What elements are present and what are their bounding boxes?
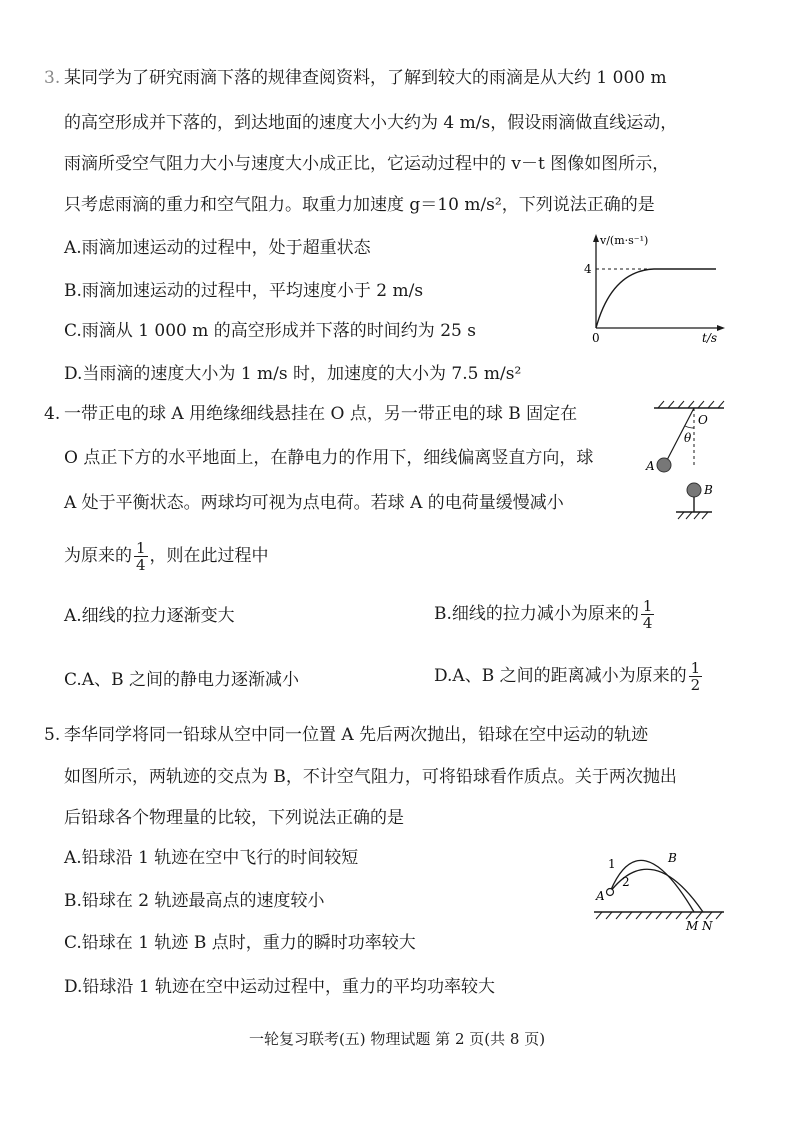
q5-label-n: N xyxy=(702,919,713,933)
q3-line-3: 雨滴所受空气阻力大小与速度大小成正比，它运动过程中的 v－t 图像如图所示， xyxy=(64,154,670,174)
q4-option-c: C.A、B 之间的静电力逐渐减小 xyxy=(64,670,299,690)
q5-label-m: M xyxy=(686,919,699,933)
q3-x-axis-label: t/s xyxy=(702,331,718,344)
q4-ball-b xyxy=(687,483,701,497)
q5-ground-hatch xyxy=(596,912,722,919)
q4-option-d-den: 2 xyxy=(690,676,701,694)
q4-label-o: O xyxy=(698,413,708,427)
q5-line-1: 李华同学将同一铅球从空中同一位置 A 先后两次抛出，铅球在空中运动的轨迹 xyxy=(64,725,649,745)
q4-option-b-fraction xyxy=(641,598,655,631)
q4-line-2: O 点正下方的水平地面上，在静电力的作用下，细线偏离竖直方向，球 xyxy=(64,448,594,468)
page-footer: 一轮复习联考(五) 物理试题 第 2 页(共 8 页) xyxy=(248,1030,546,1048)
q3-y-axis-label: v/(m·s⁻¹) xyxy=(600,234,649,247)
q5-option-b: B.铅球在 2 轨迹最高点的速度较小 xyxy=(64,891,325,911)
q4-fraction-quarter xyxy=(134,540,148,573)
q5-label-b: B xyxy=(668,851,677,865)
q3-option-d: D.当雨滴的速度大小为 1 m/s 时，加速度的大小为 7.5 m/s² xyxy=(64,364,522,384)
q3-origin-label: 0 xyxy=(592,331,600,344)
q4-label-theta: θ xyxy=(684,431,692,445)
q4-option-b-num: 1 xyxy=(642,597,653,615)
q5-trajectory-figure xyxy=(590,842,730,934)
q4-option-b-den: 4 xyxy=(642,614,653,632)
q5-option-d: D.铅球沿 1 轨迹在空中运动过程中，重力的平均功率较大 xyxy=(64,977,496,997)
q5-line-2: 如图所示，两轨迹的交点为 B，不计空气阻力，可将铅球看作质点。关于两次抛出 xyxy=(64,767,677,787)
q3-number: 3. xyxy=(44,68,61,88)
q4-line-4-suffix: ，则在此过程中 xyxy=(149,546,269,566)
q4-line-4-prefix: 为原来的 xyxy=(64,546,132,566)
q4-option-d xyxy=(434,660,704,693)
q3-line-4: 只考虑雨滴的重力和空气阻力。取重力加速度 g＝10 m/s²，下列说法正确的是 xyxy=(64,195,655,215)
q4-option-a: A.细线的拉力逐渐变大 xyxy=(64,606,235,626)
q4-option-d-fraction xyxy=(689,660,703,693)
q4-number: 4. xyxy=(44,404,61,424)
q3-y-arrow xyxy=(593,234,599,242)
q4-ceiling-hatch xyxy=(658,401,724,408)
q4-line-3: A 处于平衡状态。两球均可视为点电荷。若球 A 的电荷量缓慢减小 xyxy=(64,493,564,513)
q4-ground-hatch xyxy=(678,512,708,519)
q5-option-c: C.铅球在 1 轨迹 B 点时，重力的瞬时功率较大 xyxy=(64,933,416,953)
q5-label-1: 1 xyxy=(608,857,616,871)
q3-option-a: A.雨滴加速运动的过程中，处于超重状态 xyxy=(64,238,371,258)
q4-label-b: B xyxy=(704,483,713,497)
q4-option-b xyxy=(434,598,656,631)
q4-ball-a xyxy=(657,458,671,472)
q3-vt-graph xyxy=(580,232,730,344)
q4-option-d-num: 1 xyxy=(690,659,701,677)
q3-line-1: 某同学为了研究雨滴下落的规律查阅资料，了解到较大的雨滴是从大约 1 000 m xyxy=(64,68,667,88)
q3-x-arrow xyxy=(717,325,725,331)
q5-option-a: A.铅球沿 1 轨迹在空中飞行的时间较短 xyxy=(64,848,359,868)
q4-option-d-text: D.A、B 之间的距离减小为原来的 xyxy=(434,666,687,686)
q4-option-b-text: B.细线的拉力减小为原来的 xyxy=(434,604,639,624)
q5-point-a xyxy=(607,889,614,896)
q5-label-a: A xyxy=(596,889,605,903)
q5-line-3: 后铅球各个物理量的比较，下列说法正确的是 xyxy=(64,808,404,828)
q4-line-4 xyxy=(64,540,269,573)
q5-label-2: 2 xyxy=(622,875,630,889)
q4-frac-den: 4 xyxy=(136,556,146,574)
q4-theta-arc xyxy=(685,426,694,428)
q5-number: 5. xyxy=(44,725,61,745)
q4-pendulum-figure xyxy=(640,398,730,528)
q3-velocity-curve xyxy=(596,269,716,328)
q4-line-1: 一带正电的球 A 用绝缘细线悬挂在 O 点，另一带正电的球 B 固定在 xyxy=(64,404,578,424)
q4-frac-num: 1 xyxy=(136,539,146,557)
q3-option-b: B.雨滴加速运动的过程中，平均速度小于 2 m/s xyxy=(64,281,424,301)
q3-y-tick-label: 4 xyxy=(584,262,592,276)
q4-label-a: A xyxy=(646,459,655,473)
q3-line-2: 的高空形成并下落的，到达地面的速度大小大约为 4 m/s，假设雨滴做直线运动， xyxy=(64,113,678,133)
q3-option-c: C.雨滴从 1 000 m 的高空形成并下落的时间约为 25 s xyxy=(64,321,476,341)
